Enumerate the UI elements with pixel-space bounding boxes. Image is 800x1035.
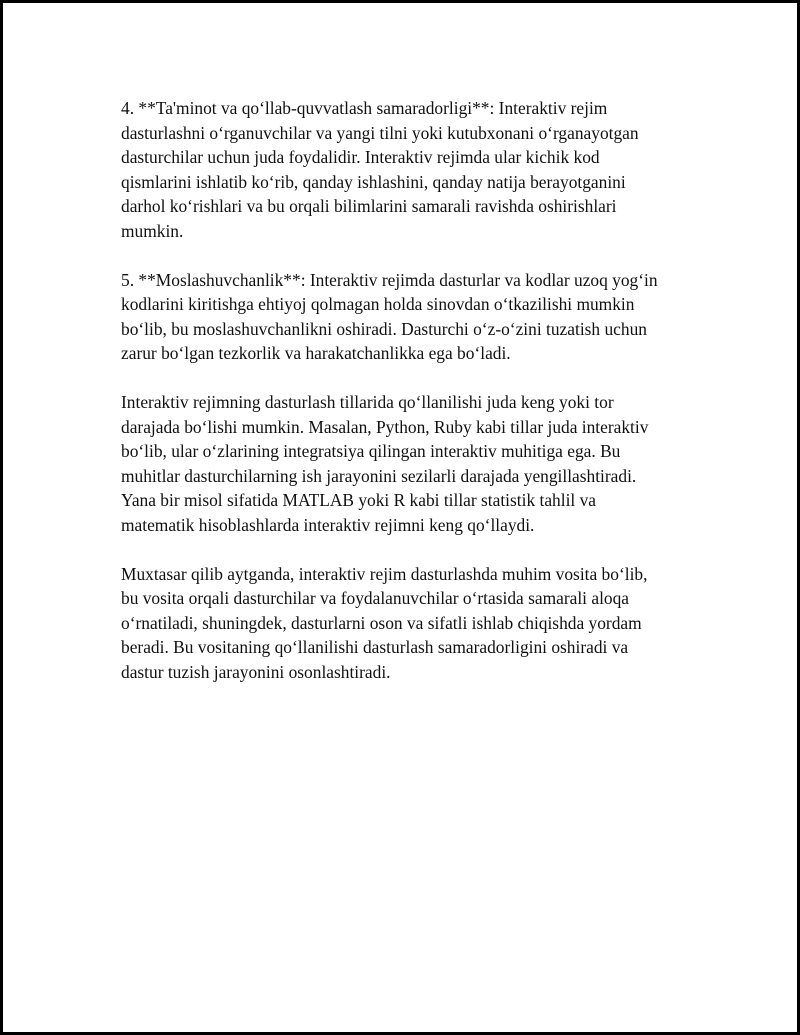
paragraph-language-usage: Interaktiv rejimning dasturlash tillarida qoʻllanilishi juda keng yoki tor darajada boʻlishi mumkin. Masalan, Python, Ruby kabi tillar juda interaktiv boʻlib, ular oʻzlarining integratsiya qilingan interaktiv muhitiga ega. Bu muhitlar dasturchilarning ish jarayonini sezilarli darajada yengillashtiradi. Yana bir misol sifatida MATLAB yoki R kabi tillar statistik tahlil va matematik hisoblashlarda interaktiv rejimni keng qoʻllaydi. — [121, 392, 649, 535]
document-body — [121, 96, 701, 709]
paragraph-flexibility: 5. **Moslashuvchanlik**: Interaktiv rejimda dasturlar va kodlar uzoq yogʻin kodlarini kiritishga ehtiyoj qolmagan holda sinovdan oʻtkazilishi mumkin boʻlib, bu moslashuvchanlikni oshiradi. Dasturchi oʻz-oʻzini tuzatish uchun zarur boʻlgan tezkorlik va harakatchanlikka ega boʻladi. — [121, 269, 658, 363]
paragraph-support-efficiency: 4. **Ta'minot va qoʻllab-quvvatlash samaradorligi**: Interaktiv rejim dasturlashni oʻrganuvchilar va yangi tilni yoki kutubxonani oʻrganayotgan dasturchilar uchun juda foydalidir. Interaktiv rejimda ular kichik kod qismlarini ishlatib koʻrib, qanday ishlashini, qanday natija berayotganini darhol koʻrishlari va bu orqali bilimlarini samarali ravishda oshirishlari mumkin. — [121, 98, 639, 241]
paragraph-summary: Muxtasar qilib aytganda, interaktiv rejim dasturlashda muhim vosita boʻlib, bu vosita orqali dasturchilar va foydalanuvchilar oʻrtasida samarali aloqa oʻrnatiladi, shuningdek, dasturlarni oson va sifatli ishlab chiqishda yordam beradi. Bu vositaning qoʻllanilishi dasturlash samaradorligini oshiradi va dastur tuzish jarayonini osonlashtiradi. — [121, 563, 648, 682]
